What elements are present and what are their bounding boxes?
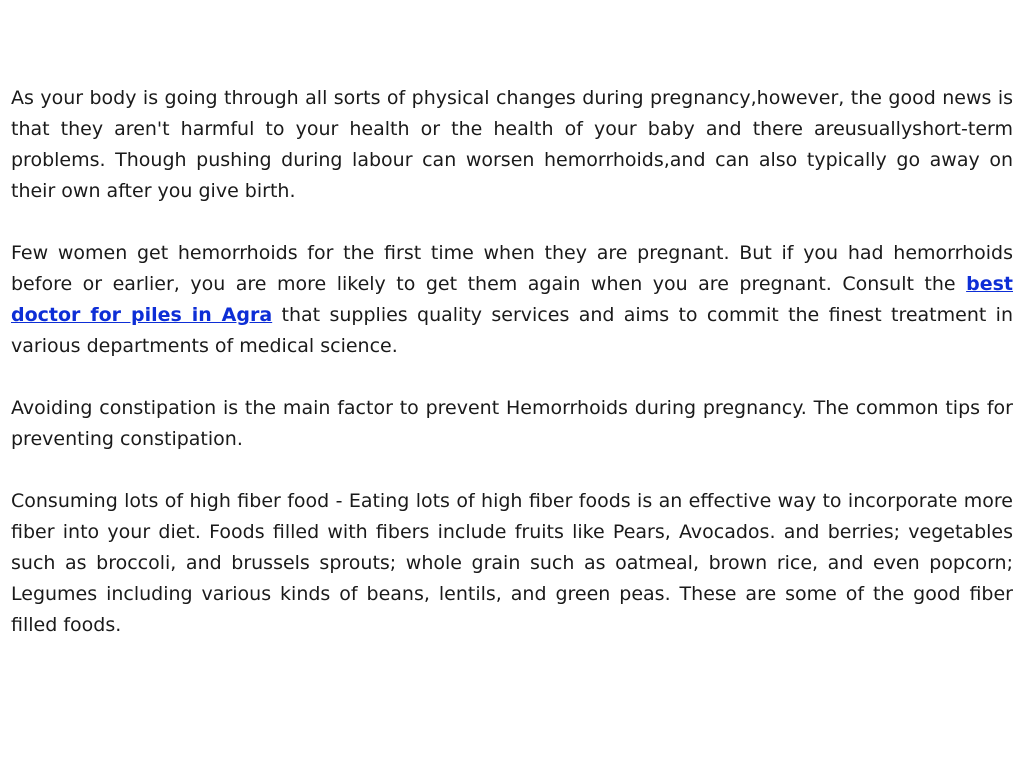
paragraph-text-after-link: that supplies quality services and aims to commit the finest treatment in various departments of medical science. bbox=[11, 304, 1013, 357]
paragraph-body-changes: As your body is going through all sorts of physical changes during pregnancy,however, the good news is that they aren't harmful to your health or the health of your baby and there areusuallyshort-term problems. Though pushing during labour can worsen hemorrhoids,and can also typically go away on their own after you give birth. bbox=[11, 87, 1013, 202]
paragraph-hemorrhoids-consult bbox=[11, 238, 1013, 362]
doctor-link[interactable]: best doctor for piles in Agra bbox=[11, 273, 1013, 326]
paragraph-high-fiber-food: Consuming lots of high fiber food - Eating lots of high fiber foods is an effective way to incorporate more fiber into your diet. Foods filled with fibers include fruits like Pears, Avocados. and berries; vegetables such as broccoli, and brussels sprouts; whole grain such as oatmeal, brown rice, and even popcorn; Legumes including various kinds of beans, lentils, and green peas. These are some of the good fiber filled foods. bbox=[11, 490, 1013, 636]
paragraph-avoiding-constipation: Avoiding constipation is the main factor to prevent Hemorrhoids during pregnancy. The common tips for preventing constipation. bbox=[11, 397, 1013, 450]
paragraph-text-before-link: Few women get hemorrhoids for the first time when they are pregnant. But if you had hemorrhoids before or earlier, you are more likely to get them again when you are pregnant. Consult the bbox=[11, 242, 1013, 295]
